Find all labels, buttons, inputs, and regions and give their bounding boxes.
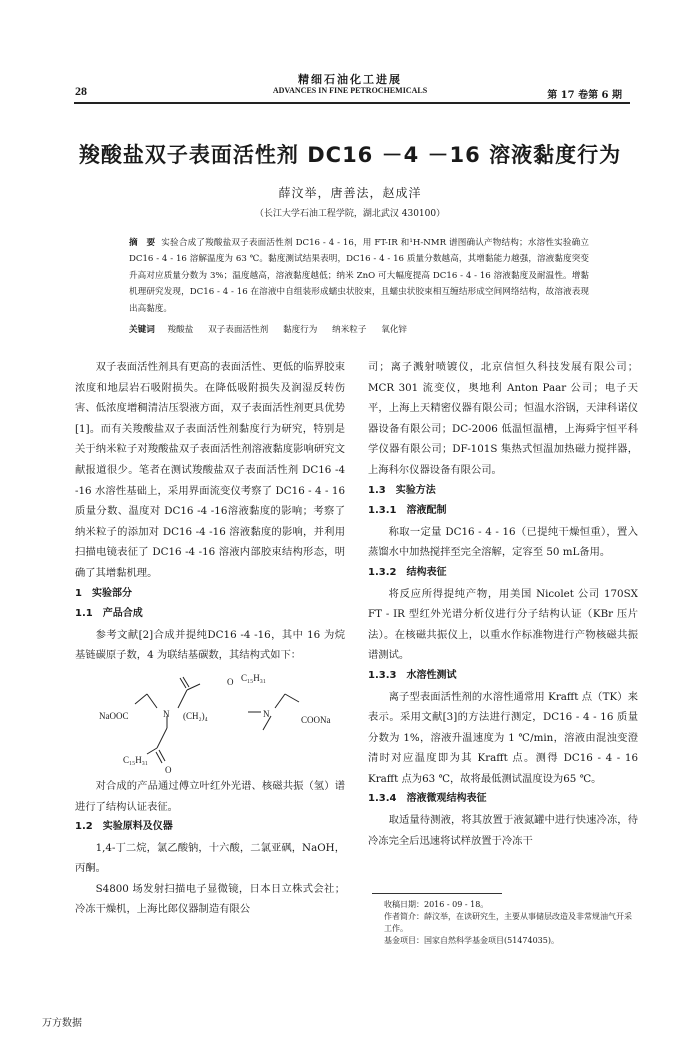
subsection-heading: 1.1 产品合成: [75, 608, 143, 620]
confirm-paragraph: 对合成的产品通过傅立叶红外光谱、核磁共振（氢）谱进行了结构认证表征。: [75, 779, 345, 813]
journal-title-en: ADVANCES IN FINE PETROCHEMICALS: [272, 86, 428, 95]
subsubsection-heading: 1.3.3 水溶性测试: [368, 669, 457, 681]
instruments-cont-paragraph: 司；离子溅射喷镀仪，北京信恒久科技发展有限公司；MCR 301 流变仪，奥地利 Anton Paar 公司；电子天平，上海上天精密仪器有限公司；恒温水浴锅，天津科诺仪器设备有限公司；DC-2006 低温恒温槽，上海舜宇恒平科学仪器有限公司；DF-101S 集热式恒温加热磁力搅拌器，上海科尔仪器设备有限公司。: [368, 361, 638, 476]
formula-coona: COONa: [301, 714, 331, 725]
keyword: 氧化锌: [381, 325, 408, 335]
formula-c15-bottom: C₁₅H₃₁: [123, 754, 149, 765]
synthesis-paragraph: 参考文献[2]合成并提纯DC16 -4 -16，其中 16 为烷基链碳原子数，4 为联结基碳数，其结构式如下：: [75, 628, 345, 662]
affiliation: （长江大学石油工程学院，湖北武汉 430100）: [254, 209, 446, 219]
header-rule: [74, 102, 630, 104]
abstract: [129, 235, 589, 317]
section-heading: 1 实验部分: [75, 587, 132, 599]
subsubsection-heading: 1.3.1 溶液配制: [368, 505, 447, 517]
left-column: [75, 357, 345, 920]
watermark: 万方数据: [42, 1018, 82, 1029]
keyword: 双子表面活性剂: [208, 325, 269, 335]
formula-naooc: NaOOC: [99, 710, 129, 721]
right-column: [368, 357, 638, 851]
micro-paragraph: 取适量待测液，将其放置于液氮罐中进行快速冷冻，待冷冻完全后迅速将试样放置于冷冻干: [368, 814, 638, 847]
paper-title: 羧酸盐双子表面活性剂 DC16 －4 －16 溶液黏度行为: [78, 143, 622, 167]
keywords-label: 关键词: [129, 325, 155, 335]
formula-c15-top: C₁₅H₃₁: [241, 672, 267, 683]
instruments-paragraph: S4800 场发射扫描电子显微镜，日本日立株式会社；冷冻干燥机，上海比郎仪器制造有限公: [75, 882, 345, 916]
formula-chain: (CH₂)₄: [183, 710, 208, 721]
abstract-label: 摘 要: [129, 238, 156, 248]
materials-paragraph: 1,4-丁二烷，氯乙酸钠，十六酸，二氯亚砜，NaOH，丙酮。: [75, 841, 345, 875]
solubility-paragraph: 离子型表面活性剂的水溶性通常用 Krafft 点（TK）来表示。采用文献[3]的方法进行测定，DC16 - 4 - 16 质量分数为 1%，溶液升温速度为 1 ℃/min，溶液由混浊变澄清时对应温度即为其 Krafft 点。测得 DC16 - 4 - 16 Krafft 点为63 ℃，故将最低测试温度设为65 ℃。: [368, 690, 638, 785]
formula-n-right: N: [263, 708, 270, 719]
journal-title-cn: 精细石油化工进展: [298, 73, 402, 86]
footnote-author-bio: 作者简介：薛汶举，在读研究生，主要从事储层改造及非常规油气开采工作。: [384, 912, 632, 933]
subsection-heading: 1.2 实验原料及仪器: [75, 821, 173, 833]
formula-o-bottom: O: [165, 764, 172, 775]
footnote-received: 收稿日期：2016 - 09 - 18。: [384, 900, 489, 909]
structchar-paragraph: 将反应所得提纯产物，用美国 Nicolet 公司 170SX FT - IR 型红外光谱分析仪进行分子结构认证（KBr 压片法）。在核磁共振仪上，以重水作标准物进行产物核磁共振谱测试。: [368, 587, 638, 662]
footnote-rule: [372, 893, 502, 894]
subsection-heading: 1.3 实验方法: [368, 484, 436, 496]
keywords: [129, 323, 589, 335]
keyword: 黏度行为: [282, 325, 318, 335]
prep-paragraph: 称取一定量 DC16 - 4 - 16（已提纯干燥恒重），置入蒸馏水中加热搅拌至完全溶解，定容至 50 mL备用。: [368, 525, 638, 559]
volume-issue: 第 17 卷第 6 期: [547, 90, 622, 101]
formula-n-left: N: [163, 708, 170, 719]
authors: 薛汶举，唐善法，赵成洋: [278, 186, 422, 200]
abstract-text: 实验合成了羧酸盐双子表面活性剂 DC16 - 4 - 16，用 FT-IR 和¹H-NMR 谱图确认产物结构；水溶性实验确立 DC16 - 4 - 16 溶解温度为 63 ℃。黏度测试结果表明，DC16 - 4 - 16 质量分数越高，其增黏能力越强，溶液黏度突变升高对应质量分数为 3%；温度越高，溶液黏度越低；纳米 ZnO 可大幅度提高 DC16 - 4 - 16 溶液黏度及耐温性。增黏机理研究发现，DC16 - 4 - 16 在溶液中自组装形成蠕虫状胶束，且蠕虫状胶束相互缠结形成空间网络结构，故溶液表现出高黏度。: [129, 238, 589, 314]
page-number: 28: [75, 84, 87, 98]
keyword: 羧酸盐: [167, 325, 194, 335]
keyword: 纳米粒子: [332, 325, 367, 335]
structural-formula: [75, 666, 345, 776]
footnote: [384, 899, 634, 947]
subsubsection-heading: 1.3.2 结构表征: [368, 566, 447, 578]
footnote-fund: 基金项目：国家自然科学基金项目(51474035)。: [384, 936, 559, 945]
intro-paragraph: 双子表面活性剂具有更高的表面活性、更低的临界胶束浓度和地层岩石吸附损失。在降低吸附损失及润湿反转伤害、低浓度增稠清洁压裂液方面，双子表面活性剂更具优势[1]。而有关羧酸盐双子表面活性剂黏度行为研究，特别是关于纳米粒子对羧酸盐双子表面活性剂溶液黏度影响研究文献报道很少。笔者在测试羧酸盐双子表面活性剂 DC16 -4 -16 水溶性基础上，采用界面流变仪考察了 DC16 - 4 - 16 质量分数、温度对 DC16 -4 -16溶液黏度的影响；考察了纳米粒子的添加对 DC16 -4 -16 溶液黏度的影响，并利用扫描电镜表征了 DC16 -4 -16 溶液内部胶束结构形态，明确了其增黏机理。: [75, 361, 345, 579]
subsubsection-heading: 1.3.4 溶液微观结构表征: [368, 793, 487, 805]
formula-o-top: O: [227, 676, 234, 687]
